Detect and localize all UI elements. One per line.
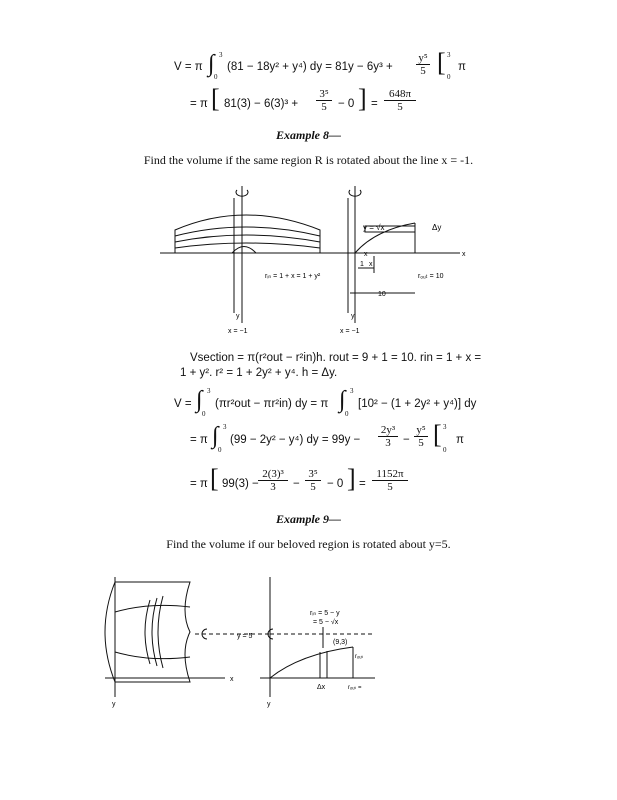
right-axis-label: x = −1 bbox=[340, 328, 360, 335]
eq5-body: 99(3) − bbox=[222, 478, 259, 490]
eq4-lower: 0 bbox=[218, 446, 222, 454]
eq3-b: [10² − (1 + 2y² + y⁴)] dy bbox=[358, 398, 477, 410]
eq-section-line1: Vsection = π(r²out − r²in)h. rout = 9 + 1 = 10. rin = 1 + x = bbox=[190, 352, 482, 364]
integral-sign: ∫ bbox=[339, 387, 346, 413]
x-label: x bbox=[364, 251, 368, 258]
eq2-body: 81(3) − 6(3)³ + bbox=[224, 98, 299, 110]
dy-label: Δy bbox=[432, 223, 442, 232]
y-label-left: y bbox=[112, 701, 116, 708]
eq1-lhs: V = π bbox=[174, 61, 203, 73]
right-y-label: y bbox=[351, 313, 355, 320]
eq4-eval-upper: 3 bbox=[443, 423, 447, 431]
eq3-a: (πr²out − πr²in) dy = π bbox=[215, 398, 329, 410]
eq2-lhs: = π bbox=[190, 98, 208, 110]
eq2-open-bracket: [ bbox=[211, 84, 220, 113]
y-label: y bbox=[236, 313, 240, 320]
dx-label: Δx bbox=[317, 684, 326, 691]
eq3-upper: 3 bbox=[207, 387, 211, 395]
x-small-label: x bbox=[369, 261, 373, 268]
eq3-lower-2: 0 bbox=[345, 410, 349, 418]
right-x-label: x bbox=[462, 251, 466, 258]
eq5-frac1: $\frac{\text{2(3)³}}{3}$ bbox=[258, 468, 288, 493]
eq4-upper: 3 bbox=[223, 423, 227, 431]
r-in-label-1: rᵢₙ = 5 − y bbox=[310, 610, 340, 617]
eq1-eval-upper: 3 bbox=[447, 51, 451, 59]
eq5-tail: − 0 bbox=[327, 478, 344, 490]
eq5-close-bracket: ] bbox=[347, 464, 356, 493]
eq5-minus: − bbox=[293, 478, 300, 490]
y-label-right: y bbox=[267, 701, 271, 708]
example8-text: Find the volume if the same region R is rotated about the line x = -1. bbox=[143, 153, 474, 167]
example8-caption: Example 8— bbox=[276, 128, 341, 142]
eq1-fraction: $\frac{\text{y⁵}}{5}$ bbox=[416, 52, 430, 77]
x-label: x bbox=[230, 676, 234, 683]
r-out-label: rₒᵤₜ = 10 bbox=[418, 273, 444, 280]
ten-label: 10 bbox=[378, 291, 386, 298]
eq1-lower-limit: 0 bbox=[214, 73, 218, 81]
r-in-label-2: = 5 − √x bbox=[313, 619, 339, 626]
figure-rotation-y-5 bbox=[95, 572, 375, 712]
eq1-eval-lower: 0 bbox=[447, 73, 451, 81]
eq4-frac2: $\frac{\text{y⁵}}{5}$ bbox=[414, 424, 428, 449]
eq2-tail: − 0 bbox=[338, 98, 355, 110]
eq1-tail: π bbox=[458, 61, 466, 73]
eq4-bracket: [ bbox=[433, 420, 442, 449]
eq2-fraction: $\frac{\text{3⁵}}{5}$ bbox=[316, 88, 332, 113]
eq1-bracket: [ bbox=[437, 48, 446, 77]
curve-label: y = √x bbox=[363, 223, 385, 232]
example9-caption: Example 9— bbox=[276, 512, 341, 526]
eq5-open-bracket: [ bbox=[210, 464, 219, 493]
eq2-close-bracket: ] bbox=[358, 84, 367, 113]
eq5-result: $\frac{1152\pi}{5}$ bbox=[372, 468, 408, 493]
integral-sign: ∫ bbox=[208, 51, 215, 77]
eq1-integrand: (81 − 18y² + y⁴) dy = 81y − 6y³ + bbox=[227, 61, 393, 73]
curve-sqrt-x bbox=[270, 647, 353, 678]
point-label: (9,3) bbox=[333, 639, 348, 646]
eq4-minus: − bbox=[403, 434, 410, 446]
axis-label: x = −1 bbox=[228, 328, 248, 335]
eq1-upper-limit: 3 bbox=[219, 51, 223, 59]
eq4-body: (99 − 2y² − y⁴) dy = 99y − bbox=[230, 434, 361, 446]
eq3-lhs: V = bbox=[174, 398, 192, 410]
integral-sign: ∫ bbox=[212, 423, 219, 449]
eq5-equals: = bbox=[359, 478, 366, 490]
eq2-result: $\frac{648\pi}{5}$ bbox=[384, 88, 416, 113]
eq4-lhs: = π bbox=[190, 434, 208, 446]
eq3-lower: 0 bbox=[202, 410, 206, 418]
solid-outline bbox=[105, 582, 190, 682]
r-out-eq-label: rₒᵤₜ = bbox=[348, 685, 362, 691]
eq5-lhs: = π bbox=[190, 478, 208, 490]
inner-hole bbox=[232, 247, 256, 254]
eq4-eval-lower: 0 bbox=[443, 446, 447, 454]
r-in-label: rᵢₙ = 1 + x = 1 + y² bbox=[265, 273, 321, 280]
r-out-label: rₒᵤₜ bbox=[355, 654, 364, 660]
eq4-frac1: $\frac{\text{2y³}}{3}$ bbox=[378, 424, 398, 449]
integral-sign: ∫ bbox=[196, 387, 203, 413]
eq4-tail: π bbox=[456, 434, 464, 446]
y5-label: y = 5 bbox=[237, 633, 253, 640]
one-label: 1 bbox=[360, 261, 364, 268]
eq3-upper-2: 3 bbox=[350, 387, 354, 395]
figure-rotation-x-minus-1 bbox=[160, 178, 480, 338]
eq2-equals: = bbox=[371, 98, 378, 110]
eq-section-line2: 1 + y². r² = 1 + 2y² + y⁴. h = Δy. bbox=[180, 367, 338, 379]
eq5-frac2: $\frac{\text{3⁵}}{5}$ bbox=[305, 468, 321, 493]
example9-text: Find the volume if our beloved region is rotated about y=5. bbox=[166, 537, 451, 551]
